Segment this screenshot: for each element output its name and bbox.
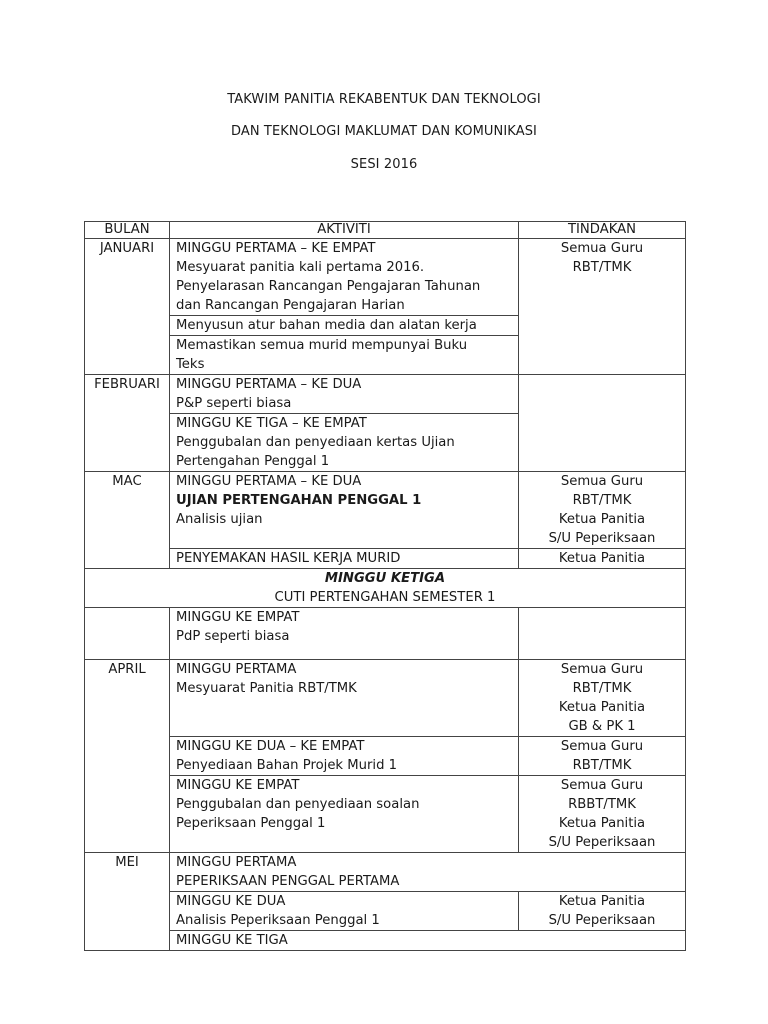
holiday-label: CUTI PERTENGAHAN SEMESTER 1 bbox=[274, 590, 496, 605]
activity-cell: MINGGU KE DUA Analisis Peperiksaan Penggal 1 bbox=[170, 892, 519, 931]
activity-cell: Menyusun atur bahan media dan alatan kerja bbox=[170, 316, 519, 336]
table-row bbox=[85, 776, 686, 853]
activity-cell: MINGGU KE TIGA – KE EMPAT Penggubalan dan penyediaan kertas Ujian Pertengahan Penggal 1 bbox=[170, 414, 519, 472]
header-tindakan: TINDAKAN bbox=[519, 222, 686, 239]
calendar-table bbox=[84, 221, 686, 951]
action-cell: Ketua Panitia S/U Peperiksaan bbox=[519, 892, 686, 931]
table-row bbox=[85, 737, 686, 776]
table-row bbox=[85, 375, 686, 414]
activity-cell: MINGGU PERTAMA – KE EMPAT Mesyuarat panitia kali pertama 2016. Penyelarasan Rancangan Pengajaran Tahunan dan Rancangan Pengajaran Harian bbox=[170, 239, 519, 316]
action-cell: Semua Guru RBT/TMK Ketua Panitia S/U Peperiksaan bbox=[519, 472, 686, 549]
activity-cell: MINGGU PERTAMA – KE DUA UJIAN PERTENGAHAN PENGGAL 1 Analisis ujian bbox=[170, 472, 519, 549]
action-cell: Ketua Panitia bbox=[519, 549, 686, 569]
document-title-session: SESI 2016 bbox=[350, 157, 418, 172]
holiday-row bbox=[85, 569, 686, 608]
activity-cell: MINGGU KE DUA – KE EMPAT Penyediaan Bahan Projek Murid 1 bbox=[170, 737, 519, 776]
month-mei: MEI bbox=[85, 853, 170, 951]
action-cell: Semua Guru RBT/TMK bbox=[519, 737, 686, 776]
table-row bbox=[85, 549, 686, 569]
month-april: APRIL bbox=[85, 660, 170, 853]
activity-cell: PENYEMAKAN HASIL KERJA MURID bbox=[170, 549, 519, 569]
document-title-line-2: DAN TEKNOLOGI MAKLUMAT DAN KOMUNIKASI bbox=[231, 124, 537, 139]
activity-cell: Memastikan semua murid mempunyai Buku Teks bbox=[170, 336, 519, 375]
table-row bbox=[85, 608, 686, 660]
table-row bbox=[85, 892, 686, 931]
document-title-line-1: TAKWIM PANITIA REKABENTUK DAN TEKNOLOGI bbox=[227, 92, 541, 107]
action-cell-empty bbox=[519, 375, 686, 472]
table-row bbox=[85, 660, 686, 737]
holiday-week: MINGGU KETIGA bbox=[324, 571, 446, 586]
table-row bbox=[85, 931, 686, 951]
month-februari: FEBRUARI bbox=[85, 375, 170, 472]
header-aktiviti: AKTIVITI bbox=[170, 222, 519, 239]
action-cell: Semua Guru RBT/TMK Ketua Panitia GB & PK 1 bbox=[519, 660, 686, 737]
activity-cell: MINGGU PERTAMA PEPERIKSAAN PENGGAL PERTAMA bbox=[170, 853, 686, 892]
activity-cell: MINGGU PERTAMA Mesyuarat Panitia RBT/TMK bbox=[170, 660, 519, 737]
month-mac: MAC bbox=[85, 472, 170, 569]
table-row bbox=[85, 853, 686, 892]
activity-cell: MINGGU KE EMPAT Penggubalan dan penyediaan soalan Peperiksaan Penggal 1 bbox=[170, 776, 519, 853]
table-row bbox=[85, 472, 686, 549]
table-row bbox=[85, 239, 686, 316]
activity-cell: MINGGU PERTAMA – KE DUA P&P seperti biasa bbox=[170, 375, 519, 414]
holiday-cell bbox=[85, 569, 686, 608]
table-header-row bbox=[85, 222, 686, 239]
month-empty bbox=[85, 608, 170, 660]
action-cell-empty bbox=[519, 608, 686, 660]
activity-cell: MINGGU KE TIGA bbox=[170, 931, 686, 951]
action-cell: Semua Guru RBBT/TMK Ketua Panitia S/U Peperiksaan bbox=[519, 776, 686, 853]
activity-cell: MINGGU KE EMPAT PdP seperti biasa bbox=[170, 608, 519, 660]
month-januari: JANUARI bbox=[85, 239, 170, 375]
action-cell: Semua Guru RBT/TMK bbox=[519, 239, 686, 375]
header-bulan: BULAN bbox=[85, 222, 170, 239]
